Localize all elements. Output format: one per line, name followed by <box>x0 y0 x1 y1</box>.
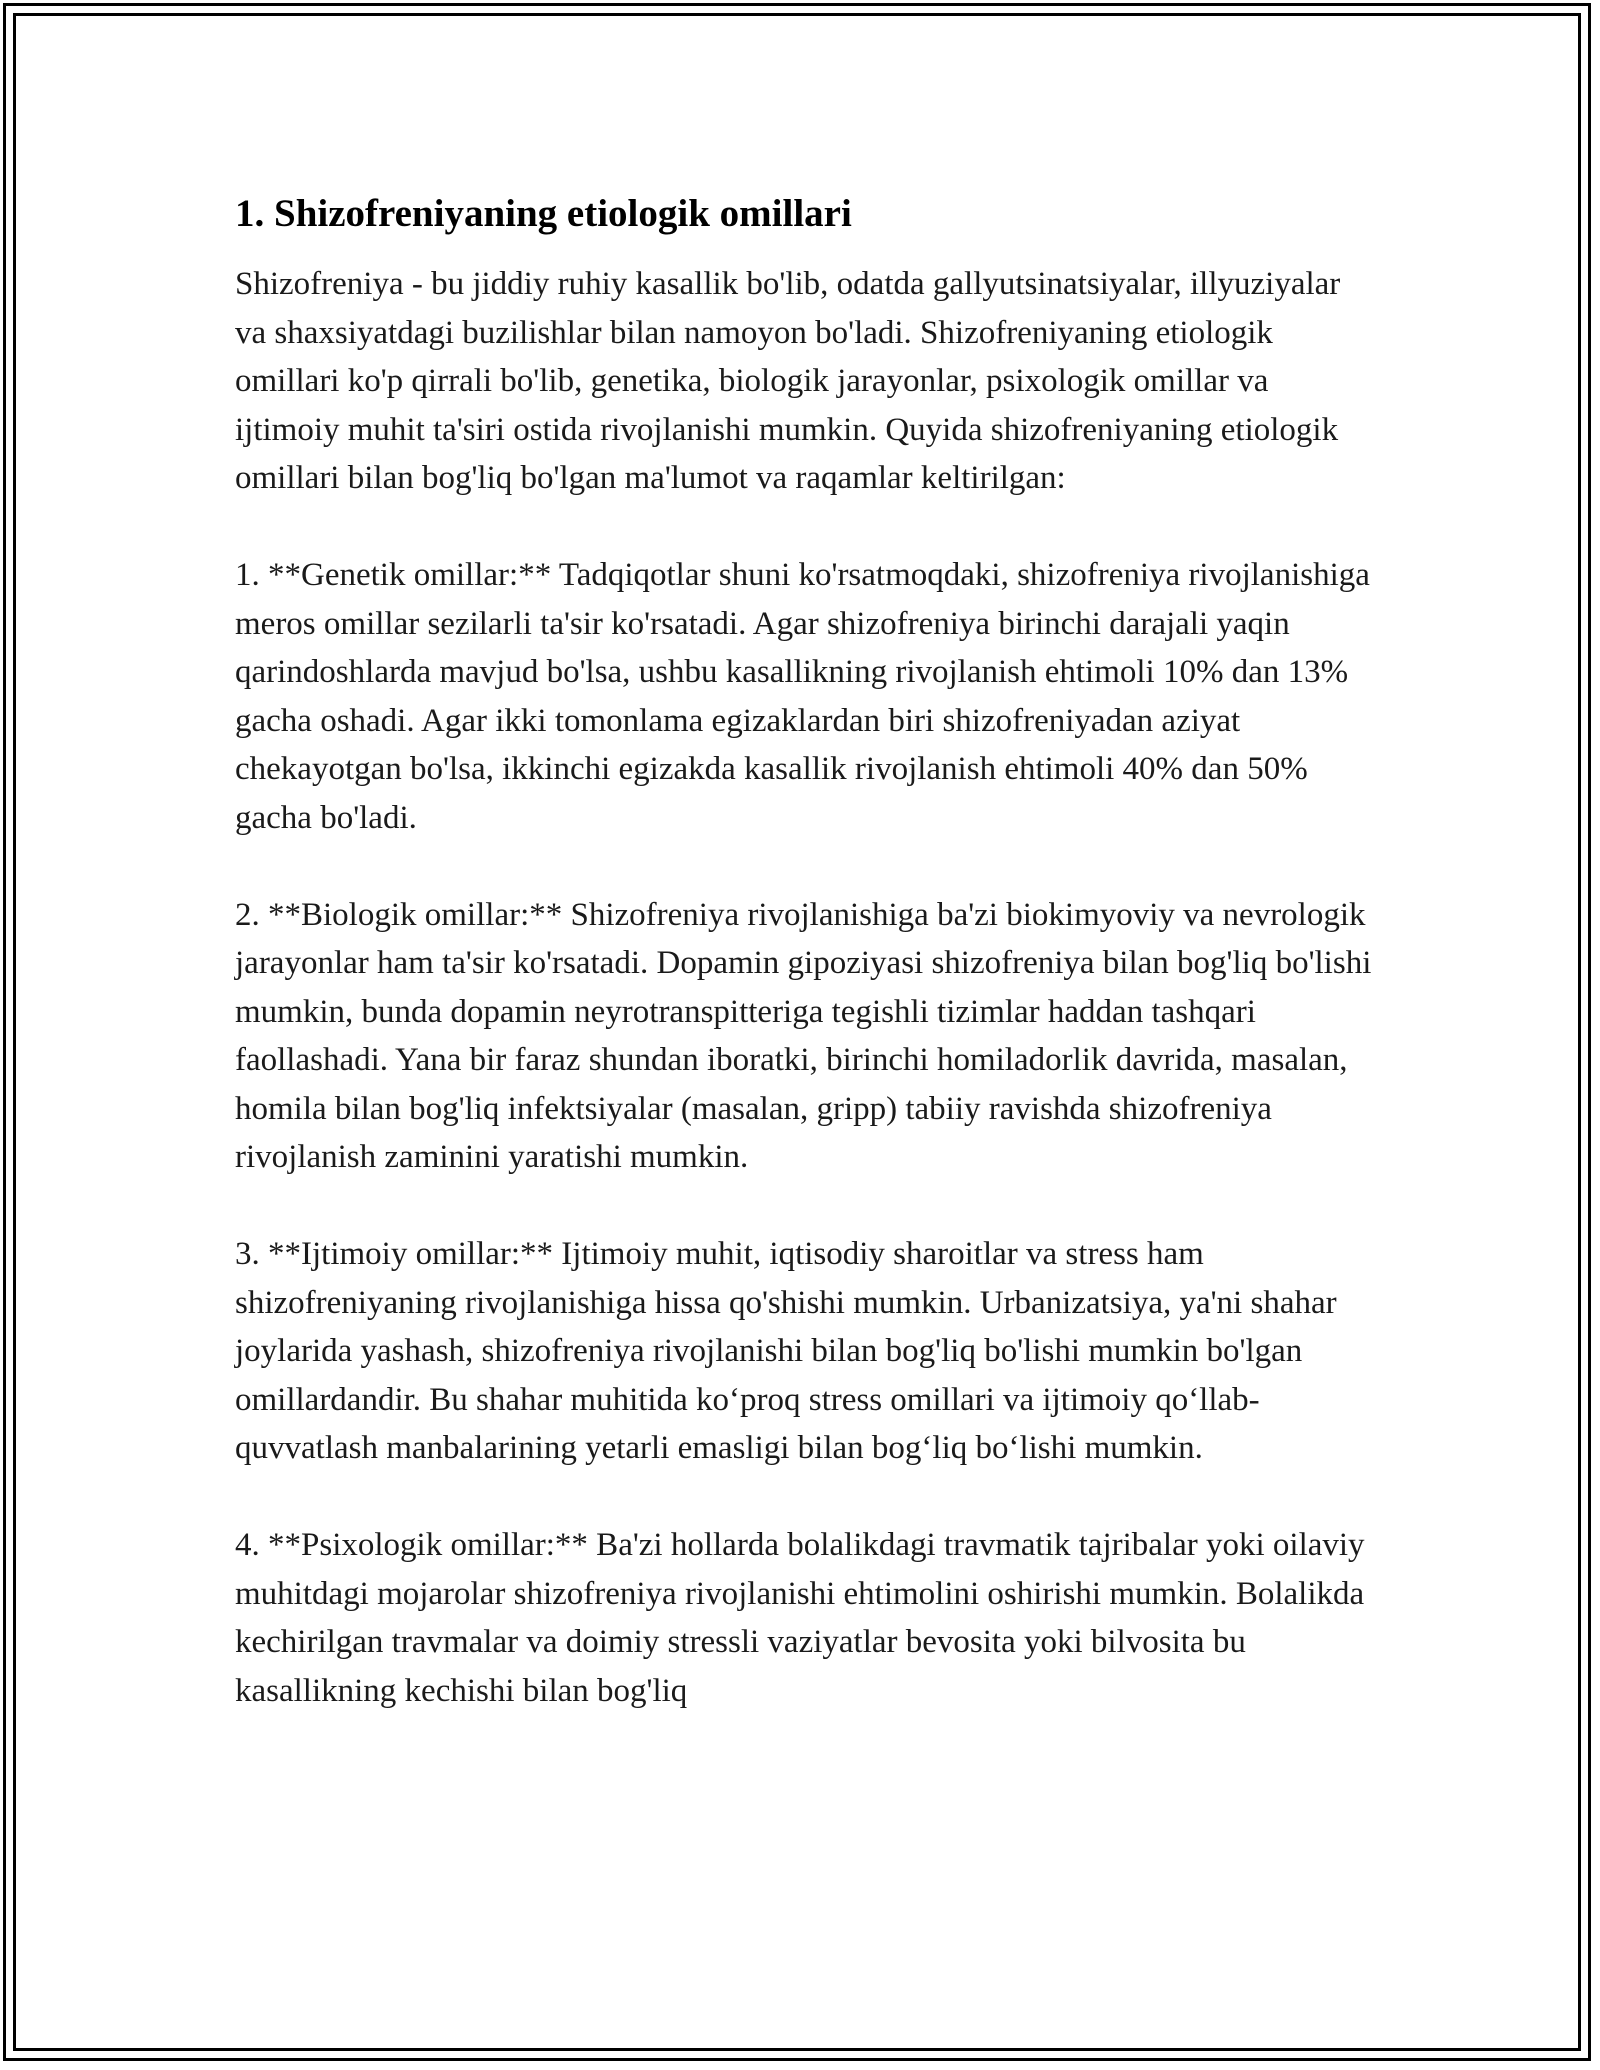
psychological-factors-paragraph: 4. **Psixologik omillar:** Ba'zi hollarda bolalikdagi travmatik tajribalar yoki oilaviy muhitdagi mojarolar shizofreniya rivojlanishi ehtimolini oshirishi mumkin. Bolalikda kechirilgan travmalar va doimiy stressli vaziyatlar bevosita yoki bilvosita bu kasallikning kechishi bilan bog'liq <box>235 1527 1365 1709</box>
intro-paragraph: Shizofreniya - bu jiddiy ruhiy kasallik bo'lib, odatda gallyutsinatsiyalar, illyuziyalar va shaxsiyatdagi buzilishlar bilan namoyon bo'ladi. Shizofreniyaning etiologik omillari ko'p qirrali bo'lib, genetika, biologik jarayonlar, psixologik omillar va ijtimoiy muhit ta'siri ostida rivojlanishi mumkin. Quyida shizofreniyaning etiologik omillari bilan bog'liq bo'lgan ma'lumot va raqamlar keltirilgan: <box>235 266 1341 496</box>
social-factors-paragraph: 3. **Ijtimoiy omillar:** Ijtimoiy muhit, iqtisodiy sharoitlar va stress ham shizofreniyaning rivojlanishiga hissa qo'shishi mumkin. Urbanizatsiya, ya'ni shahar joylarida yashash, shizofreniya rivojlanishi bilan bog'liq bo'lishi mumkin bo'lgan omillardandir. Bu shahar muhitida ko‘proq stress omillari va ijtimoiy qo‘llab-quvvatlash manbalarining yetarli emasligi bilan bog‘liq bo‘lishi mumkin. <box>235 1236 1337 1466</box>
genetic-factors-paragraph: 1. **Genetik omillar:** Tadqiqotlar shuni ko'rsatmoqdaki, shizofreniya rivojlanishiga meros omillar sezilarli ta'sir ko'rsatadi. Agar shizofreniya birinchi darajali yaqin qarindoshlarda mavjud bo'lsa, ushbu kasallikning rivojlanish ehtimoli 10% dan 13% gacha oshadi. Agar ikki tomonlama egizaklardan biri shizofreniyadan aziyat chekayotgan bo'lsa, ikkinchi egizakda kasallik rivojlanish ehtimoli 40% dan 50% gacha bo'ladi. <box>235 557 1370 836</box>
document-body <box>235 188 1375 1764</box>
biological-factors-paragraph: 2. **Biologik omillar:** Shizofreniya rivojlanishiga ba'zi biokimyoviy va nevrologik jarayonlar ham ta'sir ko'rsatadi. Dopamin gipoziyasi shizofreniya bilan bog'liq bo'lishi mumkin, bunda dopamin neyrotranspitteriga tegishli tizimlar haddan tashqari faollashadi. Yana bir faraz shundan iboratki, birinchi homiladorlik davrida, masalan, homila bilan bog'liq infektsiyalar (masalan, gripp) tabiiy ravishda shizofreniya rivojlanish zaminini yaratishi mumkin. <box>235 896 1372 1175</box>
page-title: 1. Shizofreniyaning etiologik omillari <box>235 192 852 235</box>
